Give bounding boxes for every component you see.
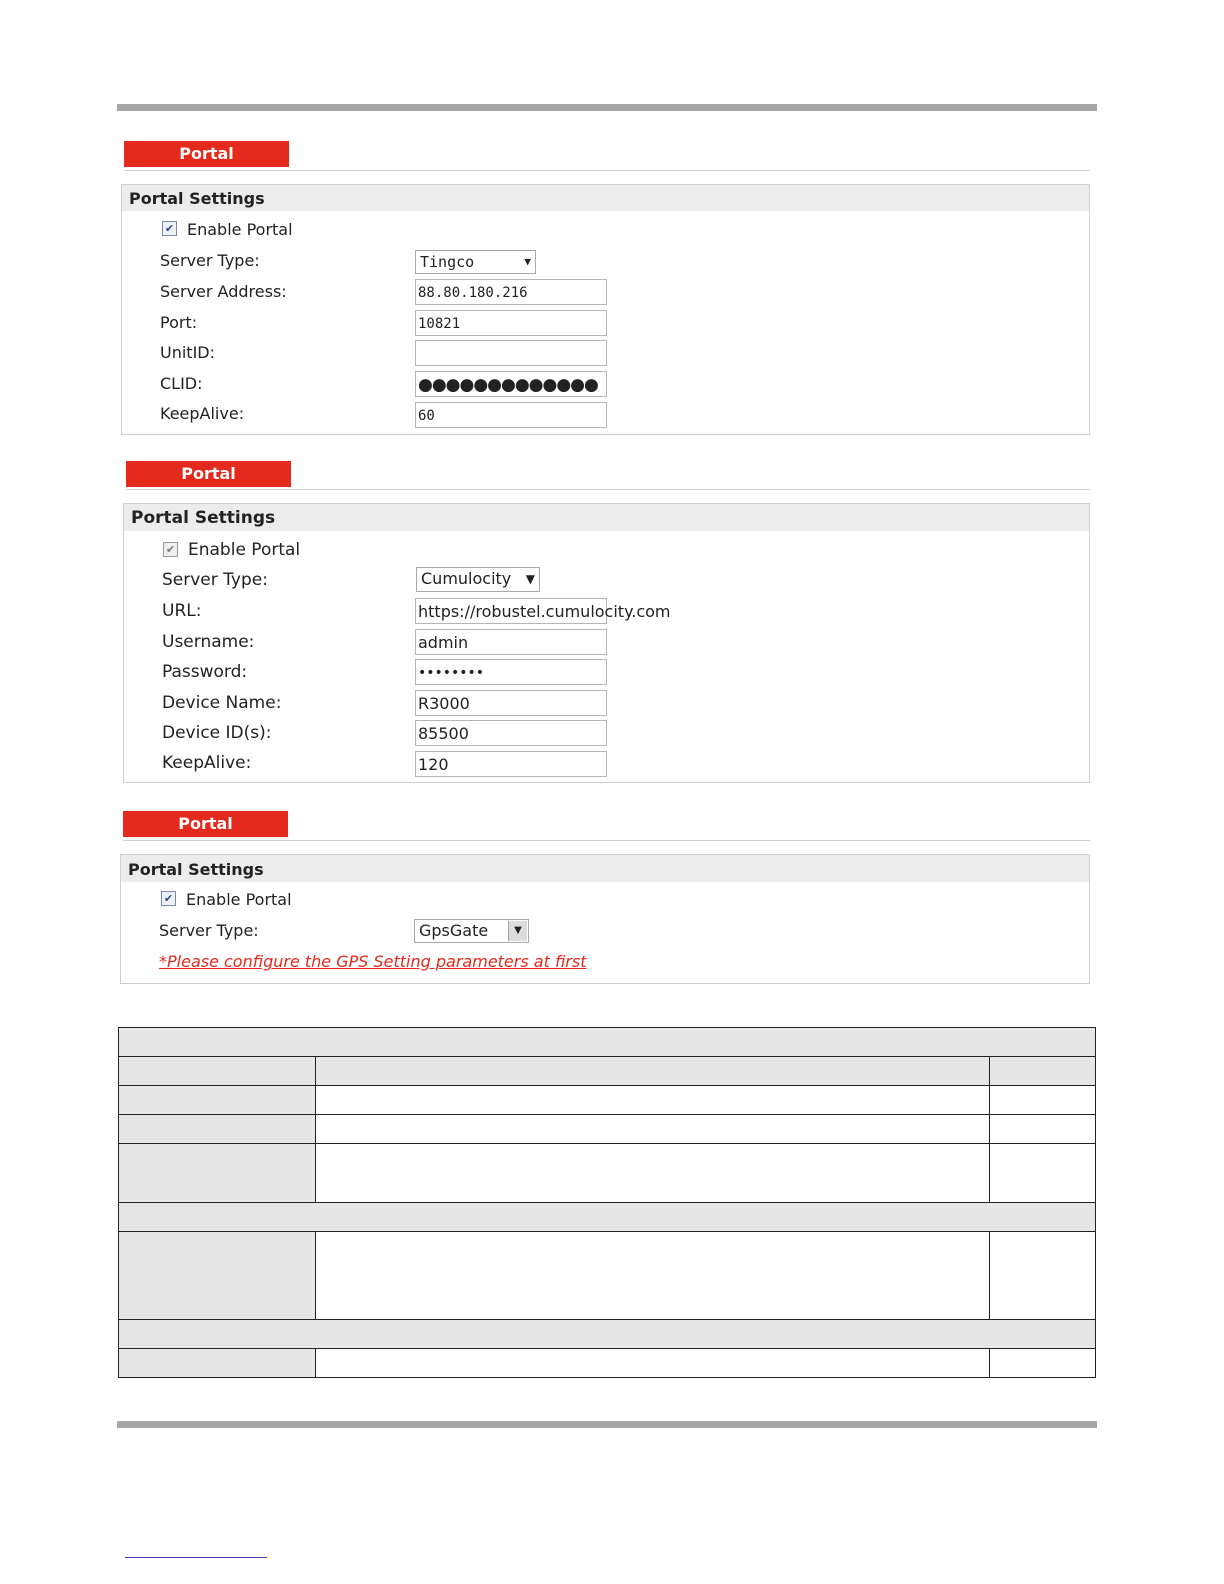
enable-portal-label-2: Enable Portal [188, 540, 301, 560]
server-type-value-1: Tingco [420, 253, 475, 271]
table-cell [119, 1115, 316, 1144]
field-label-1-3: CLID: [160, 374, 203, 393]
enable-portal-label-1: Enable Portal [187, 220, 293, 239]
chevron-down-icon: ▼ [525, 572, 535, 586]
enable-portal-checkbox-3[interactable]: ✔ [161, 891, 176, 906]
server-type-value-3: GpsGate [419, 921, 489, 940]
server-type-label-2: Server Type: [162, 570, 268, 590]
field-label-1-4: KeepAlive: [160, 404, 245, 423]
table-row [119, 1203, 1096, 1232]
panel-title-2: Portal Settings [124, 504, 1089, 531]
field-label-2-0: URL: [162, 601, 202, 621]
table-row [119, 1028, 1096, 1057]
tab-divider-3 [123, 840, 1090, 841]
table-row [119, 1349, 1096, 1378]
field-label-1-1: Port: [160, 313, 198, 332]
table-cell [316, 1057, 990, 1086]
table-cell [990, 1232, 1096, 1320]
portal-tab-2[interactable]: Portal [126, 461, 291, 487]
table-cell [316, 1349, 990, 1378]
table-cell [990, 1144, 1096, 1203]
chevron-down-icon: ▼ [524, 255, 531, 268]
table-cell [119, 1349, 316, 1378]
table-cell [316, 1232, 990, 1320]
table-cell [990, 1115, 1096, 1144]
server-type-select-1[interactable] [415, 250, 536, 274]
enable-portal-checkbox-2[interactable]: ✔ [163, 542, 178, 557]
username-input-2[interactable]: admin [415, 629, 607, 655]
enable-portal-checkbox-1[interactable]: ✔ [162, 221, 177, 236]
table-cell [119, 1232, 316, 1320]
page-top-rule [117, 104, 1097, 111]
table-cell [316, 1086, 990, 1115]
server-type-select-2[interactable] [416, 567, 540, 592]
table-cell [316, 1144, 990, 1203]
field-label-2-3: Device Name: [162, 693, 282, 713]
keepalive-input-2[interactable]: 120 [415, 751, 607, 777]
table-cell [990, 1086, 1096, 1115]
panel-title-1: Portal Settings [122, 185, 1089, 211]
footer-link-underline[interactable] [125, 1557, 267, 1558]
server-type-select-3[interactable] [414, 919, 529, 943]
port-input-1[interactable]: 10821 [415, 310, 607, 336]
table-row [119, 1232, 1096, 1320]
table-cell [316, 1115, 990, 1144]
table-row [119, 1115, 1096, 1144]
url-input-2[interactable]: https://robustel.cumulocity.com [415, 598, 607, 624]
table-cell [119, 1057, 316, 1086]
parameter-table [118, 1027, 1096, 1378]
keepalive-input-1[interactable]: 60 [415, 402, 607, 428]
clid-input-1[interactable]: ●●●●●●●●●●●●● [415, 371, 607, 397]
server-type-label-3: Server Type: [159, 921, 259, 940]
table-row [119, 1086, 1096, 1115]
field-label-2-4: Device ID(s): [162, 723, 272, 743]
field-label-2-2: Password: [162, 662, 248, 682]
server-type-label-1: Server Type: [160, 251, 260, 270]
table-cell [990, 1057, 1096, 1086]
tab-divider-2 [126, 489, 1090, 490]
table-row [119, 1144, 1096, 1203]
enable-portal-label-3: Enable Portal [186, 890, 292, 909]
field-label-1-2: UnitID: [160, 343, 215, 362]
table-section-header [119, 1028, 1096, 1057]
server-address-input-1[interactable]: 88.80.180.216 [415, 279, 607, 305]
table-cell [119, 1144, 316, 1203]
panel-title-3: Portal Settings [121, 855, 1089, 882]
table-section-header [119, 1203, 1096, 1232]
field-label-1-0: Server Address: [160, 282, 287, 301]
page-bottom-rule [117, 1421, 1097, 1428]
table-section-header [119, 1320, 1096, 1349]
portal-tab-3[interactable]: Portal [123, 811, 288, 837]
field-label-2-1: Username: [162, 632, 255, 652]
table-row [119, 1057, 1096, 1086]
table-cell [119, 1086, 316, 1115]
portal-tab-1[interactable]: Portal [124, 141, 289, 167]
server-type-value-2: Cumulocity [421, 569, 512, 588]
unitid-input-1[interactable] [415, 340, 607, 366]
field-label-2-5: KeepAlive: [162, 753, 252, 773]
password-input-2[interactable]: •••••••• [415, 659, 607, 685]
device-id-input-2[interactable]: 85500 [415, 720, 607, 746]
device-name-input-2[interactable]: R3000 [415, 690, 607, 716]
table-row [119, 1320, 1096, 1349]
chevron-down-icon: ▼ [508, 921, 527, 941]
gps-config-note[interactable]: *Please configure the GPS Setting parameters at first [159, 952, 587, 971]
tab-divider-1 [124, 170, 1090, 171]
table-cell [990, 1349, 1096, 1378]
